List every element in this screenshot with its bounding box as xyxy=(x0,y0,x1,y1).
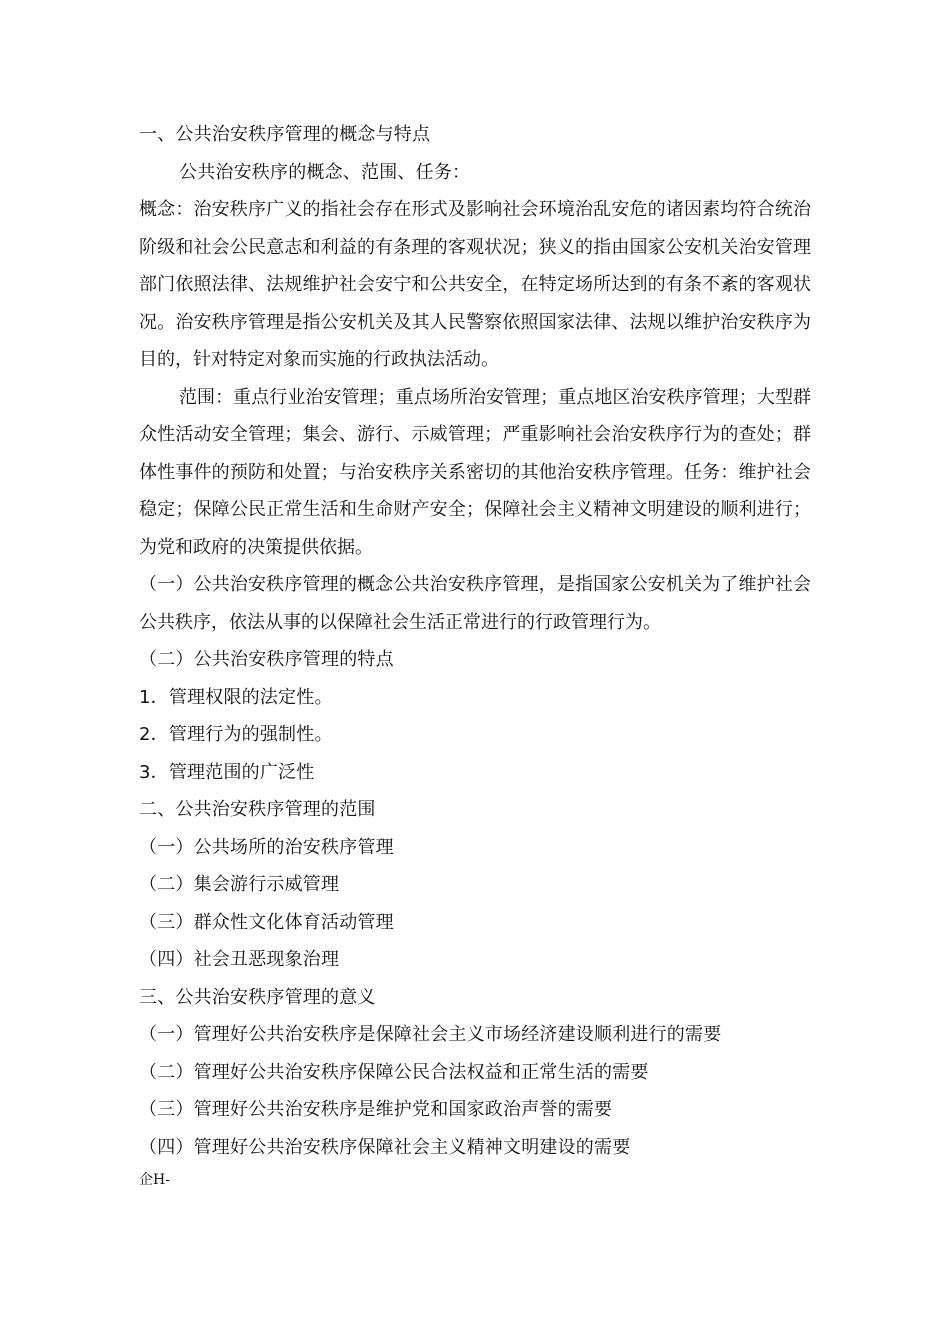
section-heading-1: 一、公共治安秩序管理的概念与特点 xyxy=(139,124,431,145)
paragraph-scope-tasks: 范围：重点行业治安管理；重点场所治安管理；重点地区治安秩序管理；大型群众性活动安全管理；集会、游行、示威管理；严重影响社会治安秩序行为的查处；群体性事件的预防和处置；与治安秩序关系密切的其他治安秩序管理。任务：维护社会稳定；保障公民正常生活和生命财产安全；保障社会主义精神文明建设的顺利进行；为党和政府的决策提供依据。 xyxy=(139,386,811,558)
paragraph-concept: 概念：治安秩序广义的指社会存在形式及影响社会环境治乱安危的诸因素均符合统治阶级和社会公民意志和利益的有条理的客观状况；狭义的指由国家公安机关治安管理部门依照法律、法规维护社会安宁和公共安全，在特定场所达到的有条不紊的客观状况。治安秩序管理是指公安机关及其人民警察依照国家法律、法规以维护治安秩序为目的，针对特定对象而实施的行政执法活动。 xyxy=(139,199,811,370)
list-item-significance-1: （一）管理好公共治安秩序是保障社会主义市场经济建设顺利进行的需要 xyxy=(139,1024,722,1045)
list-item-feature-1: 1．管理权限的法定性。 xyxy=(139,686,333,708)
list-item-significance-2: （二）管理好公共治安秩序保障公民合法权益和正常生活的需要 xyxy=(139,1061,649,1083)
list-item-scope-3: （三）群众性文化体育活动管理 xyxy=(139,911,394,933)
list-item-significance-4: （四）管理好公共治安秩序保障社会主义精神文明建设的需要 xyxy=(139,1136,631,1158)
subheading-concept-scope-tasks: 公共治安秩序的概念、范围、任务： xyxy=(179,161,471,183)
section-heading-2: 二、公共治安秩序管理的范围 xyxy=(139,799,376,820)
list-item-significance-3: （三）管理好公共治安秩序是维护党和国家政治声誉的需要 xyxy=(139,1099,613,1120)
document-body xyxy=(139,116,811,1192)
list-item-scope-2: （二）集会游行示威管理 xyxy=(139,874,340,895)
item-features-heading: （二）公共治安秩序管理的特点 xyxy=(139,649,394,670)
section-heading-3: 三、公共治安秩序管理的意义 xyxy=(139,986,376,1008)
list-item-scope-4: （四）社会丑恶现象治理 xyxy=(139,949,340,970)
footer-mark: 企H- xyxy=(139,1172,170,1188)
list-item-feature-3: 3．管理范围的广泛性 xyxy=(139,761,315,783)
list-item-feature-2: 2．管理行为的强制性。 xyxy=(139,724,333,745)
paragraph-management-concept: （一）公共治安秩序管理的概念公共治安秩序管理，是指国家公安机关为了维护社会公共秩序，依法从事的以保障社会生活正常进行的行政管理行为。 xyxy=(139,574,811,633)
list-item-scope-1: （一）公共场所的治安秩序管理 xyxy=(139,836,394,858)
